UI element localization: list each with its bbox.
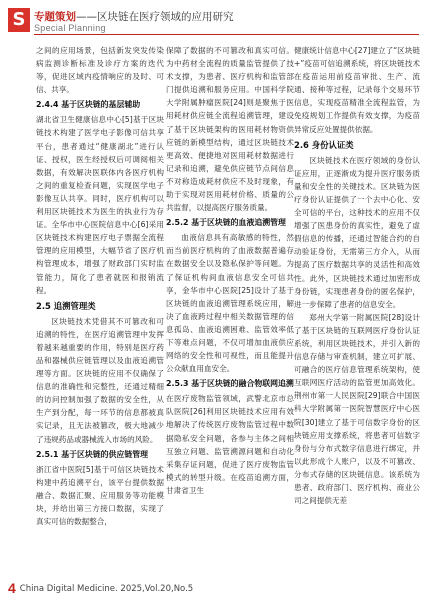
paragraph: 保障了数据的不可篡改和真实可信。为中药材全流程的质量监管提供了技术支撑，为患者、医疗机构和监管部门提供追溯和服务应用。中国科学院大学附属肿瘤医院[24]则是聚焦于医用耗材供应链全流程追溯管理，建设了基于区块链架构的医用耗材物资供应链的新模型结构，通过区块链技术更高效、便捷地对医用耗材数据进行记录和追溯，避免供应链节点间信息不对称造成耗材供应不及时现象，有助于实现对医用耗材价格、质量的公共监督，以提高医疗服务质量。 <box>166 46 294 213</box>
heading-2-5-2: 2.5.2 基于区块链的血液追溯管理 <box>166 218 286 228</box>
paragraph: 郑州大学第一附属医院[28]设计了基于区块链的互联网医疗身份认证系统，利用区块链技术，并引入新的信息存储与审查机制，建立可扩展、可融合的医疗信息管理系统架构，使互联网医疗活动的监管更加高效化。荆州市第一人民医院[29]联合中国医科大学附属第一医院智慧医疗中心医院[30]建立了基于可信数字身份的区块链应用支撑系统，将患者可信数字身份与分布式数字信息进行绑定，并以此形成个人账户，以及不可篡改、分布式存储的区块链信息。该系统为患者、政府部门、医疗机构、商业公司之间提供无差 <box>294 312 420 506</box>
heading-2-5-1: 2.5.1 基于区块链的供应链管理 <box>36 449 149 459</box>
journal-logo: S <box>8 8 30 32</box>
page-number: 4 <box>8 580 16 596</box>
journal-citation: China Digital Medicine. 2025,Vol.20,No.5 <box>19 584 194 594</box>
header-title <box>34 9 234 24</box>
paragraph: 湖北省卫生健康信息中心[5]基于区块链技术构建了医学电子影像可信共享平台，患者通过“健康湖北”进行认证、授权，医生经授权后可调阅相关数据，有效解决医联体内各医疗机构之间的重复检查问题，实现医学电子影像互认共享。同时，医疗机构可以利用区块链技术为医生的执业行为存证。全华市中心医院信息中心[6]采用区块链技术构建医疗电子票据全流程管理的应用模型，大幅节省了医疗机构管理成本，增强了财政部门实时监管能力，简化了患者就医和报销流程。 <box>36 115 164 295</box>
heading-2-5: 2.5 追溯管理类 <box>36 300 96 311</box>
column-left <box>36 44 164 528</box>
paragraph: 在医疗废物监管领域，武警北京市总队医院[26]利用区块链技术应用有效地解决了传统医疗废物监管过程中数据隐私安全问题，各参与主体之间相互独立问题、监管溯源问题和自动化采集存证问题，促进了医疗废物监管模式的转型升级。在疫苗追溯方面，甘肃省卫生 <box>166 394 294 495</box>
header-subtitle: Special Planning <box>34 23 106 33</box>
heading-2-4-4: 2.4.4 基于区块链的基层辅助 <box>36 100 141 110</box>
heading-2-5-3: 2.5.3 基于区块链的融合物联网追溯 <box>166 379 294 389</box>
paragraph: 健康统计信息中心[27]建立了“区块链+”疫苗可信追溯系统，将区块链技术在疫苗运用前疫苗审批、生产、流通、接种等过程，记录每个交易环节信息，实现疫苗精准全流程监管，为免疫规划工作提供有效支撑，为疫苗异常反应处置提供依据。 <box>294 46 420 134</box>
paragraph: 区块链技术凭借其不可篡改和可追溯的特性，在医疗追溯管理中发挥着越来越重要的作用，特别是医疗药品和器械供应链管理以及血液追溯管理等方面。区块链的应用不仅确保了信息的准确性和完整性，还通过精细的访问控制加强了数据的安全性，从生产到分配，每一环节的信息都被真实记录，且无法被篡改，极大地减少了违规药品或器械流入市场的风险。 <box>36 316 164 444</box>
paragraph: 浙江省中医院[5]基于可信区块链技术构建中药追溯平台，该平台提供数据融合、数据汇聚、应用服务等功能模块，并给出第三方接口数据，实现了真实可信的数据整合， <box>36 464 164 526</box>
page-header <box>0 0 427 44</box>
column-middle <box>166 44 294 497</box>
heading-2-6: 2.6 身份认证类 <box>294 139 354 150</box>
paragraph: 血液信息具有高敏感的特性，然而当前医疗机构的了血液数据普遍存在数据安全以及隐私保护等问题。为了保证机构间血液信息安全可信共享，金华市中心医院[25]设计了基于区块链的血液追溯管理系统应用，解决了血液跨过程中相关数据管理的信息孤岛、血液追溯困难、监管效率低下等难点问题，不仅可增加血液供应网络的安全性和可视性，而且能提升公众献血用血安全。 <box>166 233 294 374</box>
header-rule <box>34 34 419 35</box>
section-label: 专题策划 <box>34 11 76 23</box>
column-right <box>294 44 420 507</box>
topic-label: ——区块链在医疗领域的应用研究 <box>76 11 234 23</box>
paragraph: 之间的应用场景，包括新发突发传染病监测诊断标准及诊疗方案的迭代等，促进区域内疫情响应的及时、可信、共享。 <box>36 46 164 95</box>
page-footer <box>8 580 193 596</box>
paragraph: 区块链技术在医疗领域的身份认证应用，正逐渐成为提升医疗服务质量和安全性的关键技术。区块链为医疗身份认证提供了一个去中心化、安全可信的平台，这种技术的应用不仅增强了医患身份的真实性，避免了虚假信息的传播，还通过智能合约的自动验证身份，无需第三方介入，从而提高了医疗数据共享的灵活性和高效性。此外，区块链技术通过加密形成身份链，实现患者身份的匿名保护，进一步保障了患者的信息安全。 <box>294 155 420 309</box>
